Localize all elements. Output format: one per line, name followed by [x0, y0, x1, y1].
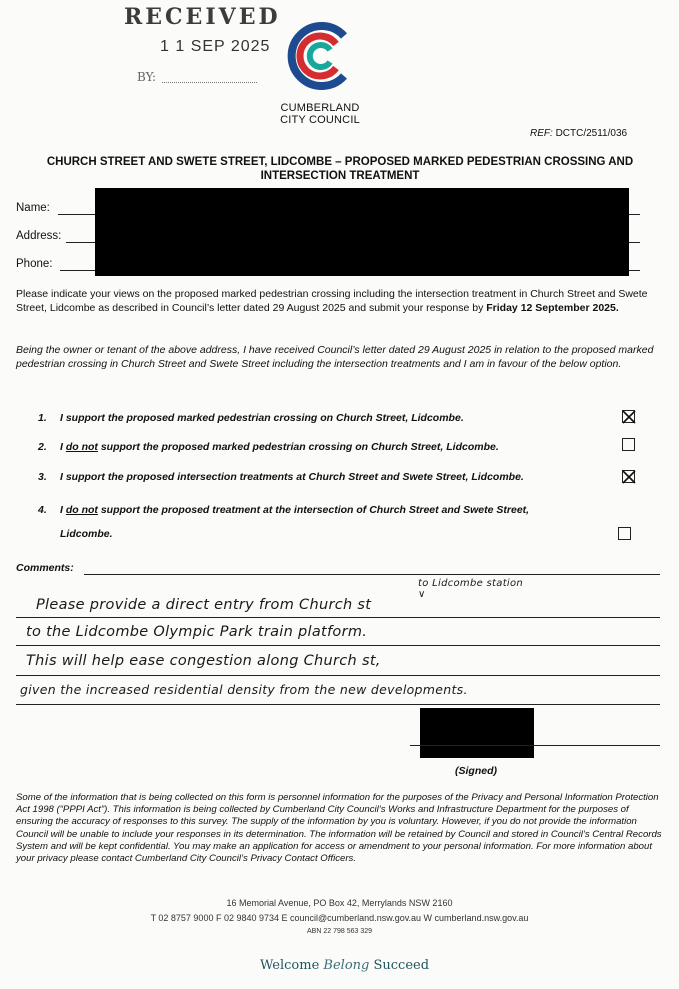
address-label: Address: [16, 230, 62, 242]
option-3-checkbox[interactable] [622, 470, 635, 483]
page-title: CHURCH STREET AND SWETE STREET, LIDCOMBE – PROPOSED MARKED PEDESTRIAN CROSSING AND INTERSECTION TREATMENT [46, 156, 634, 182]
redaction-signature [420, 708, 534, 758]
intro-paragraph [16, 287, 666, 315]
comments-label: Comments: [16, 562, 74, 574]
option-1-text [60, 412, 464, 424]
option-4-checkbox[interactable] [618, 527, 631, 540]
comments-line-1 [16, 617, 660, 618]
signed-label: (Signed) [455, 765, 497, 777]
comment-line-3: This will help ease congestion along Church st, [26, 653, 381, 669]
option-2-text-under: do not [65, 441, 98, 453]
option-1-text-pre: I support the proposed marked pedestrian crossing on Church Street, Lidcombe. [60, 412, 464, 424]
option-2-number: 2. [38, 441, 47, 453]
check-x-icon [622, 470, 636, 484]
footer-contacts: T 02 8757 9000 F 02 9840 9734 E council@cumberland.nsw.gov.au W cumberland.nsw.gov.au [150, 913, 529, 923]
council-name-line1: CUMBERLAND [280, 102, 360, 114]
signature-line[interactable] [410, 745, 660, 746]
footer-tagline [260, 958, 429, 973]
option-3-text-pre: I support the proposed intersection treatments at Church Street and Swete Street, Lidcombe. [60, 471, 524, 483]
received-stamp-date: 1 1 SEP 2025 [160, 38, 271, 55]
caret-icon: ∨ [418, 589, 426, 600]
option-4-number: 4. [38, 504, 47, 516]
reference-label: REF: [530, 128, 553, 139]
option-1-checkbox[interactable] [622, 410, 635, 423]
footer-address: 16 Memorial Avenue, PO Box 42, Merrylands NSW 2160 [226, 898, 453, 908]
declaration-paragraph: Being the owner or tenant of the above address, I have received Council’s letter dated 29 August 2025 in relation to the proposed marked pedestrian crossing in Church Street and Swete Street including the intersection treatments and I am in favour of the below option. [16, 344, 654, 370]
option-3-number: 3. [38, 471, 47, 483]
received-stamp-by-line [162, 82, 257, 83]
option-3-text [60, 471, 524, 483]
option-2-text-pre: I [60, 441, 66, 453]
comments-line-3 [16, 675, 660, 676]
council-logo-icon [286, 18, 356, 94]
privacy-notice: Some of the information that is being collected on this form is personnel information for the purposes of the Privacy and Personal Information Protection Act 1998 (“PPPI Act”). This information is being collected by Cumberland City Council’s Works and Infrastructure Department for the purposes of ensuring the accuracy of responses to this survey. The supply of the information by you is voluntary. However, if you do not provide the information Council will be unable to include your responses in its determination. The information will be retained by Council and stored in Council’s Central Records System and will be kept confidential. You may make an application for access or amendment to your personal information. For more information about your privacy please contact Cumberland City Council’s Privacy Contact Officers. [16, 792, 662, 865]
comments-line-0 [84, 574, 660, 575]
name-label: Name: [16, 202, 50, 214]
phone-label: Phone: [16, 258, 53, 270]
comment-line-4: given the increased residential density from the new developments. [20, 682, 468, 697]
tagline-welcome: Welcome [260, 958, 320, 973]
intro-deadline: Friday 12 September 2025. [486, 302, 619, 314]
option-4-text-under: do not [65, 504, 98, 516]
comments-insert: to Lidcombe station [418, 578, 524, 589]
option-4-text-line2: Lidcombe. [60, 528, 113, 540]
council-name-line2: CITY COUNCIL [280, 114, 360, 126]
option-2-checkbox[interactable] [622, 438, 635, 451]
comment-line-1: Please provide a direct entry from Church st [36, 597, 372, 613]
tagline-belong: Belong [323, 958, 370, 973]
comments-line-4 [16, 704, 660, 705]
option-2-text-post: support the proposed marked pedestrian crossing on Church Street, Lidcombe. [97, 441, 499, 453]
tagline-succeed: Succeed [373, 958, 430, 973]
intro-text: Please indicate your views on the proposed marked pedestrian crossing including the intersection treatment in Church Street and Swete Street, Lidcombe as described in Council’s letter dated 29 August 2025 and submit your response by [16, 288, 648, 314]
check-x-icon [622, 410, 636, 424]
footer-abn: ABN 22 798 563 329 [307, 928, 372, 935]
reference [530, 128, 627, 139]
option-1-number: 1. [38, 412, 47, 424]
comments-line-2 [16, 645, 660, 646]
redaction-personal-details [95, 188, 629, 276]
option-2-text [60, 441, 499, 453]
comment-line-2: to the Lidcombe Olympic Park train platform. [26, 624, 368, 640]
received-stamp: RECEIVED [124, 4, 281, 30]
received-stamp-by: BY: [137, 70, 157, 84]
option-4-text [60, 504, 529, 516]
option-4-text-post: support the proposed treatment at the intersection of Church Street and Swete Street, [97, 504, 530, 516]
council-name [270, 102, 370, 126]
option-4-text-pre: I [60, 504, 66, 516]
reference-value: DCTC/2511/036 [555, 128, 628, 139]
